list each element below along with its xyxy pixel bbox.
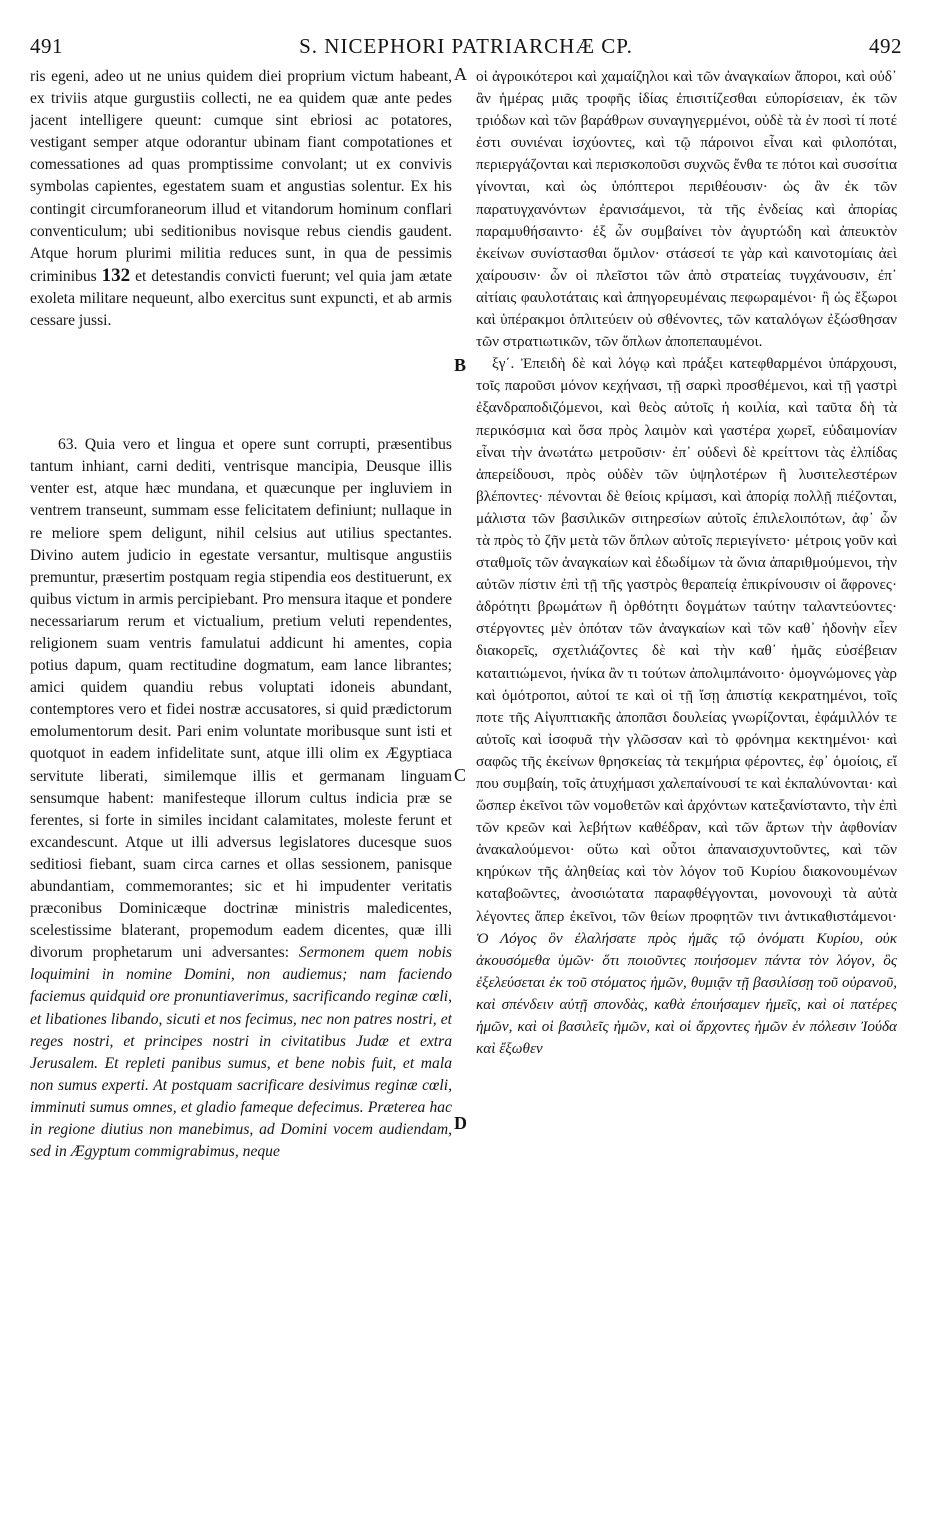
latin-paragraph-1-end: et detestandis convicti fuerunt; vel quia jam ætate exoleta militare nequeunt, albo exercitus sunt expuncti, et ab armis cessare jussi.: [30, 267, 452, 330]
latin-paragraph-2: [30, 434, 452, 1163]
latin-column: [30, 66, 452, 1528]
latin-quotation: Sermonem quem nobis loquimini in nomine Domini, non audiemus; nam faciendo faciemus quidquid ore pronuntiaverimus, sacrificando reginæ cœli, et libationes libando, sicuti et nos fecimus, nec non patres nostri, et reges nostri, et principes nostri in civitatibus Judæ et extra Jerusalem. Et repleti panibus sumus, et bene nobis fuit, et mala non sumus experti. At postquam sacrificare desivimus reginæ cœli, imminuti sumus omnes, et gladio fameque defecimus. Præterea hac in regione diutius non manebimus, ad Domini vocem audiendam, sed in Ægyptum commigrabimus, neque: [30, 944, 452, 1161]
margin-letter-a: A: [454, 64, 467, 84]
running-title: S. NICEPHORI PATRIARCHÆ CP.: [299, 34, 633, 58]
latin-paragraph-1: [30, 66, 452, 332]
margin-letter-d: D: [454, 1113, 467, 1133]
margin-letter-c: C: [454, 765, 467, 785]
column-gap: [30, 332, 452, 434]
page-number-left: 491: [30, 34, 63, 58]
greek-column: [476, 66, 897, 1528]
latin-paragraph-2-text: 63. Quia vero et lingua et opere sunt corrupti, præsentibus tantum inhiant, carni dediti, ventrisque mancipia, Deusque illis venter est, atque hæc mundana, et quæcunque per ingluviem in ventrem transeunt, summam esse felicitatem definiunt; nullaque in re meliore spem deligunt, nihil celsius aut utilius spectantes. Divino autem judicio in egestate versantur, multisque angustiis premuntur, præsertim postquam regia stipendia eos destituerunt, ex quibus victum in armis percipiebant. Pro mensura itaque et pondere necessariarum rerum et victualium, pretium veluti rependentes, religionem suam ventris famulatui addicunt hi amentes, copia potius dapum, quam rectitudine dogmatum, eam lance librantes; amici quidem quandiu rebus voluptati idoneis abundant, contemptores vero et fidei nostræ accusatores, si quid prædictorum emolumentorum desit. Pari enim voluntate moribusque sunt isti et quotquot in eadem infidelitate sunt, atque illi olim ex Ægyptiaca servitute liberati, similemque illis et germanam linguam sensumque habent: manifesteque illorum cultus indicia præ se ferentes, si forte in similes incidant calamitates, moleste ferunt et excandescunt. Atque ut illi adversus legislatores ducesque suos seditiosi fiebant, suam circa carnes et ollas sessionem, panisque abundantiam, commemorantes; sic et hi impudenter veritatis præconibus Dominicæque doctrinæ ministris maledicentes, scelestissime blaterant, propemodum eadem dicentes, quæ illi divorum prophetarum uni adversantes:: [30, 436, 452, 962]
greek-paragraph-2: [476, 353, 897, 1060]
page-number-right: 492: [869, 34, 902, 58]
greek-paragraph-1: οἱ ἀγροικότεροι καὶ χαμαίζηλοι καὶ τῶν ἀναγκαίων ἄποροι, καὶ οὐδ᾽ ἂν ἡμέρας μιᾶς τροφῆς ἰδίας ἐπισιτίζεσθαι εὐπορίσειαν, ἐκ τῶν τριόδων καὶ τῶν βαράθρων συναγηγερμένοι, οὐδὲ τὰ ἐν ποσὶ τί ποτέ ἐστι συνιέναι ἰσχύοντες, καὶ τῷ πάροινοι εἶναι καὶ φιλοπόται, περιεργάζονται καὶ περισκοποῦσι συχνῶς ἔνθα τε πότοι καὶ συσσίτια γίνονται, καὶ ὡς ὑπόπτεροι περιθέουσιν· ὡς ἂν ἐκ τῶν παρατυγχανόντων ἐρανισάμενοι, τὰ τῆς ἐνδείας καὶ ἀπορίας παραμυθήσαιντο· ἐξ ὧν συμβαίνει τὸν ἀγυρτώδη καὶ ἀπευκτὸν ἐκείνων συνίστασθαι ὅμιλον· στάσεσί τε γὰρ καὶ καινοτομίαις ἀεὶ χαίρουσιν· ὧν οἱ πλεῖστοι τῶν ἀπὸ στρατείας τυγχάνουσιν, ἐπ᾽ αἰτίαις φαυλοτάταις καὶ ἀπηγορευμέναις πεφωραμένοι· ἢ ὡς ἔξωροι καὶ ὑπέρακμοι ὁπλιτεύειν οὐ σθένοντες, τῶν καταλόγων ἐξώσθησαν τῶν στρατιωτικῶν, τῶν ὅπλων ἀποπεπαυμένοι.: [476, 68, 897, 351]
latin-paragraph-1-text: ris egeni, adeo ut ne unius quidem diei proprium victum habeant, ex triviis atque gurgustiis collecti, ne ea quidem quæ ante pedes jacent intelligere queunt: cumque sint ebriosi ac potatores, vestigant semper atque odorantur ubinam fiant compotationes et comessationes ad quas promptissime convolant; ut ex convivis symbolas capientes, egestatem suam et angustias solentur. Ex his contingit circumforaneorum illud et vitandorum hominum conflari conventiculum; ubi seditionibus novisque rebus ciendis gaudent. Atque horum plurimi militia reduces sunt, in qua de pessimis criminibus: [30, 68, 452, 285]
margin-letter-b: B: [454, 355, 467, 375]
inline-page-marker: 132: [101, 264, 131, 286]
page-header: [30, 34, 902, 64]
greek-quotation: Ὁ Λόγος ὃν ἐλαλήσατε πρὸς ἡμᾶς τῷ ὀνόματι Κυρίου, οὐκ ἀκουσόμεθα ὑμῶν· ὅτι ποιοῦντες ποιήσομεν πάντα τὸν λόγον, ὃς ἐξελεύσεται ἐκ τοῦ στόματος ἡμῶν, θυμιᾷν τῇ βασιλίσσῃ τοῦ οὐρανοῦ, καὶ σπένδειν αὐτῇ σπονδὰς, καθὰ ἐποιήσαμεν ἡμεῖς, καὶ οἱ πατέρες ἡμῶν, καὶ οἱ βασιλεῖς ἡμῶν, καὶ οἱ ἄρχοντες ἡμῶν ἐν πόλεσιν Ἰούδα καὶ ἔξωθεν: [476, 929, 897, 1058]
greek-paragraph-2-text: ξγ΄. Ἐπειδὴ δὲ καὶ λόγῳ καὶ πράξει κατεφθαρμένοι ὑπάρχουσι, τοῖς παροῦσι μόνον κεχήνασι, τῇ σαρκὶ προσθέμενοι, καὶ τῇ γαστρὶ ἐξανδραποδιζόμενοι, καὶ θεὸς αὐτοῖς ἡ κοιλία, καὶ ταῦτα δὴ τὰ περικόσμια καὶ ὅσα πρὸς λαιμὸν καὶ γαστέρα χωρεῖ, εὐδαιμονίαν εἶναι τὴν ἀνωτάτω μετροῦσιν· ἐπ᾽ οὐδενὶ δὲ κρείττονι τὰς ἐλπίδας ἀπερείδουσι, πρὸς οὐδὲν τῶν ὑψηλοτέρων ἢ λυσιτελεστέρων βλέποντες· πένονται δὲ θείοις κρίμασι, καὶ ἀπορίᾳ πολλῇ πιέζονται, μάλιστα τῶν βασιλικῶν σιτηρεσίων αὐτοῖς ἐπιλελοιπότων, ἀφ᾽ ὧν τὰ πρὸς τὸ ζῆν μετὰ τῶν ὅπλων αὐτοῖς περιεγίνετο· μέτροις γοῦν καὶ σταθμοῖς τῶν ἀναγκαίων καὶ ἐδωδίμων τὰ ὤνια ἀπαριθμούμενοι, τὴν αὐτῶν πίστιν ἐπὶ τῇ τῆς γαστρὸς θεραπείᾳ ἐπικρίνουσιν οἱ ἄφρονες· ἀδρότητι βρωμάτων ἢ ὀρθότητι δογμάτων ταύτην ταλαντεύοντες· στέργοντες μὲν ὁπόταν τῶν ἀναγκαίων καὶ τῶν καθ᾽ ἡδονὴν εἶεν διακορεῖς, σχετλιάζοντες δὲ καὶ τὴν καθ᾽ ἡμᾶς εὐσέβειαν καταιτιώμενοι, ἡνίκα ἂν τι τούτων ἀπολιμπάνοιτο· ὁμογνώμονες γὰρ καὶ ὁμότροποι, αὐτοί τε καὶ οἱ τῇ ἴσῃ ἀπιστίᾳ κεκρατημένοι, τοῖς ποτε τῆς Αἰγυπτιακῆς ἀποπᾶσι δουλείας γνωρίζονται, ἐφάμιλλόν τε αὐτοῖς καὶ ἰσοφυᾶ τὴν γλῶσσαν καὶ τὸ φρόνημα κεκτημένοι· καὶ σαφῶς τῆς ἐκείνων θρησκείας τὰ τεκμήρια φέροντες, ἐφ᾽ ὁμοίοις, εἴ που συμβαίη, τοῖς ἀτυχήμασι χαλεπαίνουσί τε καὶ ἐκπαλύνονται· καὶ ὥσπερ ἐκεῖνοι τῶν νομοθετῶν καὶ ἀρχόντων κατεξανίσταντο, τὴν ἐπὶ τῶν κρεῶν καὶ λεβήτων καθέδραν, καὶ τῶν ἄρτων τὴν ἀφθονίαν ἀνακαλούμενοι· οὕτω καὶ οὗτοι ἀπαναισχυντοῦντες, καὶ τῶν κηρύκων τῆς ἀληθείας καὶ τὸν λόγον τοῦ Κυρίου διακονουμένων καταβοῶντες, ἀνοσιώτατα παραφθέγγονται, μονονουχὶ τὰ αὐτὰ λέγοντες ἅπερ ἐκεῖνοι, τῶν θείων προφητῶν τινι ἀντικαθιστάμενοι·: [476, 355, 897, 925]
